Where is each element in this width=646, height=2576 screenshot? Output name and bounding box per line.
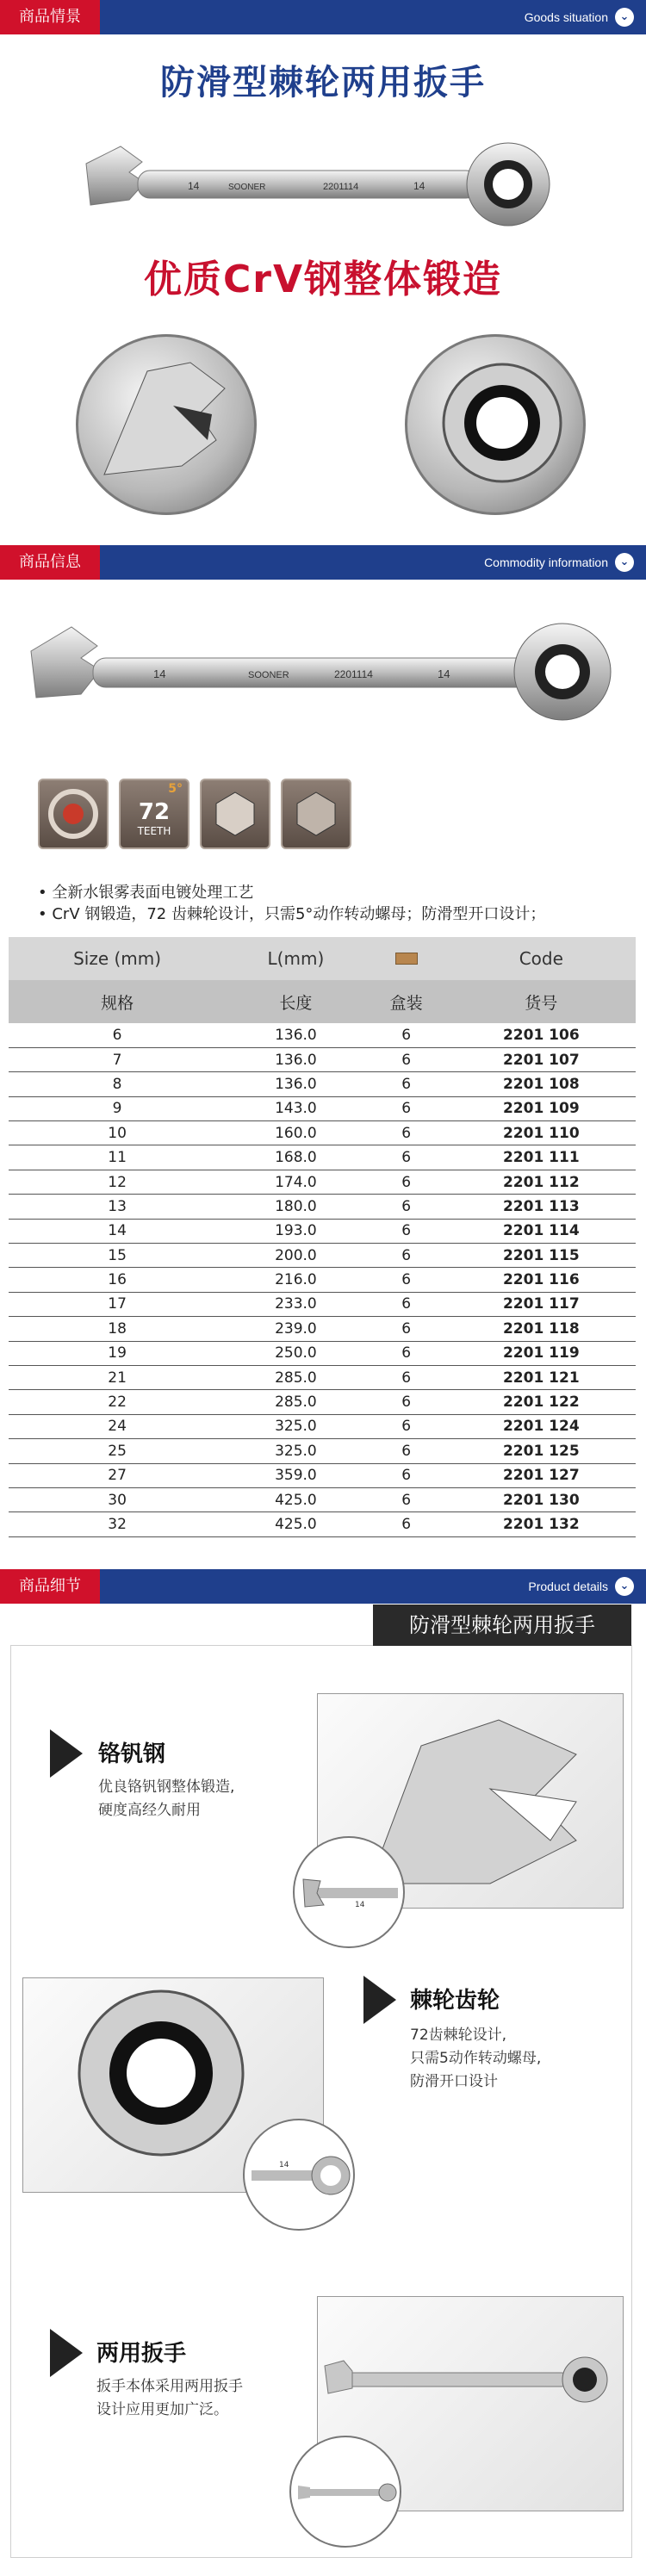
hero-title: 防滑型棘轮两用扳手 xyxy=(160,63,486,102)
code-cell: 2201 121 xyxy=(447,1365,636,1389)
code-cell: 2201 109 xyxy=(447,1096,636,1120)
box-qty-cell: 6 xyxy=(366,1512,447,1536)
length-cell: 325.0 xyxy=(226,1439,365,1463)
size-cell: 9 xyxy=(9,1096,226,1120)
length-cell: 325.0 xyxy=(226,1414,365,1438)
code-cell: 2201 132 xyxy=(447,1512,636,1536)
feature-title: 棘轮齿轮 xyxy=(410,1988,500,2014)
code-cell: 2201 114 xyxy=(447,1219,636,1243)
box-qty-cell: 6 xyxy=(366,1023,447,1047)
length-cell: 285.0 xyxy=(226,1365,365,1389)
length-cell: 359.0 xyxy=(226,1463,365,1487)
bullet-item: • CrV 钢锻造，72 齿棘轮设计，只需5°动作转动螺母；防滑型开口设计； xyxy=(38,903,545,925)
box-qty-cell: 6 xyxy=(366,1390,447,1414)
wrench-inset xyxy=(243,2119,355,2231)
box-qty-cell: 6 xyxy=(366,1341,447,1365)
box-qty-cell: 6 xyxy=(366,1072,447,1096)
code-cell: 2201 115 xyxy=(447,1244,636,1268)
box-icon xyxy=(366,937,447,980)
code-cell: 2201 108 xyxy=(447,1072,636,1096)
wrench-inset xyxy=(293,1836,405,1948)
box-qty-cell: 6 xyxy=(366,1463,447,1487)
length-cell: 193.0 xyxy=(226,1219,365,1243)
length-cell: 285.0 xyxy=(226,1390,365,1414)
section-en-label: Commodity information xyxy=(484,556,608,569)
table-row xyxy=(9,1268,636,1292)
section-bar-details xyxy=(0,1569,646,1604)
size-cell: 22 xyxy=(9,1390,226,1414)
triangle-marker-icon xyxy=(50,1729,83,1778)
col-size: Size (mm) xyxy=(9,937,226,980)
code-cell: 2201 113 xyxy=(447,1195,636,1219)
code-cell: 2201 116 xyxy=(447,1268,636,1292)
table-header-en xyxy=(9,937,636,980)
table-row xyxy=(9,1145,636,1170)
table-row xyxy=(9,1170,636,1194)
length-cell: 216.0 xyxy=(226,1268,365,1292)
wrench-brand: SOONER xyxy=(248,670,289,680)
feature-title: 两用扳手 xyxy=(96,2341,187,2367)
feature-desc: 优良铬钒钢整体锻造, 硬度高经久耐用 xyxy=(98,1778,235,1819)
wrench-size-left: 14 xyxy=(188,180,200,192)
size-cell: 7 xyxy=(9,1047,226,1071)
box-qty-cell: 6 xyxy=(366,1195,447,1219)
table-row xyxy=(9,1047,636,1071)
table-row xyxy=(9,1463,636,1487)
section-en-label: Product details xyxy=(528,1580,608,1593)
wrench-image-large xyxy=(24,618,627,730)
72-teeth-icon xyxy=(119,779,189,849)
chevron-down-icon[interactable]: ⌄ xyxy=(615,8,634,27)
length-cell: 239.0 xyxy=(226,1317,365,1341)
col-box-cn: 盒装 xyxy=(366,980,447,1023)
degree-label: 5° xyxy=(168,782,183,796)
length-cell: 425.0 xyxy=(226,1487,365,1511)
hero-subtitle: 优质CrV钢整体锻造 xyxy=(143,258,503,301)
length-cell: 174.0 xyxy=(226,1170,365,1194)
size-cell: 25 xyxy=(9,1439,226,1463)
size-cell: 13 xyxy=(9,1195,226,1219)
wrench-brand: SOONER xyxy=(228,183,266,192)
code-cell: 2201 106 xyxy=(447,1023,636,1047)
wrench-code: 2201114 xyxy=(323,182,359,192)
box-qty-cell: 6 xyxy=(366,1145,447,1170)
wrench-inset xyxy=(289,2436,401,2548)
conventional-hex-icon xyxy=(281,779,351,849)
wrench-code: 2201114 xyxy=(334,668,373,680)
svg-text:14: 14 xyxy=(279,2161,289,2169)
chevron-down-icon[interactable]: ⌄ xyxy=(615,553,634,572)
size-cell: 14 xyxy=(9,1219,226,1243)
size-cell: 12 xyxy=(9,1170,226,1194)
col-length-cn: 长度 xyxy=(226,980,365,1023)
detail-panel-title: 防滑型棘轮两用扳手 xyxy=(373,1605,631,1646)
feature-desc: 扳手本体采用两用扳手 设计应用更加广泛。 xyxy=(96,2378,243,2418)
length-cell: 143.0 xyxy=(226,1096,365,1120)
teeth-count: 72 xyxy=(138,799,171,825)
spec-table xyxy=(9,937,636,1537)
code-cell: 2201 124 xyxy=(447,1414,636,1438)
length-cell: 136.0 xyxy=(226,1072,365,1096)
anti-slip-hex-icon xyxy=(200,779,270,849)
box-qty-cell: 6 xyxy=(366,1047,447,1071)
section-tag: 商品细节 xyxy=(0,1569,100,1604)
table-row xyxy=(9,1365,636,1389)
col-code-cn: 货号 xyxy=(447,980,636,1023)
code-cell: 2201 118 xyxy=(447,1317,636,1341)
length-cell: 250.0 xyxy=(226,1341,365,1365)
box-qty-cell: 6 xyxy=(366,1219,447,1243)
box-qty-cell: 6 xyxy=(366,1365,447,1389)
length-cell: 180.0 xyxy=(226,1195,365,1219)
table-row xyxy=(9,1341,636,1365)
teeth-label: TEETH xyxy=(137,825,171,837)
feature-bullets xyxy=(38,882,545,925)
box-qty-cell: 6 xyxy=(366,1121,447,1145)
ring-end-closeup xyxy=(405,334,586,515)
wrench-size-right: 14 xyxy=(438,667,450,680)
turn-icon xyxy=(38,779,109,849)
feature-desc: 72齿棘轮设计, 只需5动作转动螺母, 防滑开口设计 xyxy=(410,2027,542,2090)
table-row xyxy=(9,1390,636,1414)
code-cell: 2201 117 xyxy=(447,1292,636,1316)
length-cell: 136.0 xyxy=(226,1023,365,1047)
section-tag: 商品信息 xyxy=(0,545,100,580)
code-cell: 2201 130 xyxy=(447,1487,636,1511)
table-row xyxy=(9,1439,636,1463)
code-cell: 2201 125 xyxy=(447,1439,636,1463)
col-code: Code xyxy=(447,937,636,980)
box-qty-cell: 6 xyxy=(366,1292,447,1316)
table-row xyxy=(9,1244,636,1268)
section-bar-situation xyxy=(0,0,646,34)
length-cell: 233.0 xyxy=(226,1292,365,1316)
table-row xyxy=(9,1414,636,1438)
size-cell: 11 xyxy=(9,1145,226,1170)
table-row xyxy=(9,1512,636,1536)
table-row xyxy=(9,1023,636,1047)
box-qty-cell: 6 xyxy=(366,1096,447,1120)
wrench-size-right: 14 xyxy=(413,180,425,192)
size-cell: 17 xyxy=(9,1292,226,1316)
bullet-item: • 全新水银雾表面电镀处理工艺 xyxy=(38,882,545,903)
length-cell: 425.0 xyxy=(226,1512,365,1536)
wrench-size-left: 14 xyxy=(153,667,166,680)
box-qty-cell: 6 xyxy=(366,1414,447,1438)
wrench-image xyxy=(78,138,577,233)
svg-text:14: 14 xyxy=(355,1901,365,1909)
size-cell: 15 xyxy=(9,1244,226,1268)
col-size-cn: 规格 xyxy=(9,980,226,1023)
code-cell: 2201 112 xyxy=(447,1170,636,1194)
section-tag: 商品情景 xyxy=(0,0,100,34)
length-cell: 136.0 xyxy=(226,1047,365,1071)
table-row xyxy=(9,1195,636,1219)
box-qty-cell: 6 xyxy=(366,1244,447,1268)
chevron-down-icon[interactable]: ⌄ xyxy=(615,1577,634,1596)
size-cell: 21 xyxy=(9,1365,226,1389)
size-cell: 19 xyxy=(9,1341,226,1365)
length-cell: 168.0 xyxy=(226,1145,365,1170)
code-cell: 2201 107 xyxy=(447,1047,636,1071)
table-row xyxy=(9,1487,636,1511)
size-cell: 27 xyxy=(9,1463,226,1487)
code-cell: 2201 111 xyxy=(447,1145,636,1170)
table-row xyxy=(9,1121,636,1145)
triangle-marker-icon xyxy=(363,1976,396,2024)
table-row xyxy=(9,1317,636,1341)
box-qty-cell: 6 xyxy=(366,1317,447,1341)
table-row xyxy=(9,1219,636,1243)
code-cell: 2201 127 xyxy=(447,1463,636,1487)
size-cell: 18 xyxy=(9,1317,226,1341)
size-cell: 16 xyxy=(9,1268,226,1292)
table-row xyxy=(9,1292,636,1316)
size-cell: 24 xyxy=(9,1414,226,1438)
length-cell: 160.0 xyxy=(226,1121,365,1145)
section-bar-info xyxy=(0,545,646,580)
box-qty-cell: 6 xyxy=(366,1268,447,1292)
size-cell: 32 xyxy=(9,1512,226,1536)
size-cell: 6 xyxy=(9,1023,226,1047)
table-row xyxy=(9,1072,636,1096)
section-en-label: Goods situation xyxy=(524,10,608,24)
triangle-marker-icon xyxy=(50,2329,83,2377)
box-qty-cell: 6 xyxy=(366,1487,447,1511)
size-cell: 30 xyxy=(9,1487,226,1511)
col-length: L(mm) xyxy=(226,937,365,980)
box-qty-cell: 6 xyxy=(366,1439,447,1463)
table-body xyxy=(9,1023,636,1536)
box-qty-cell: 6 xyxy=(366,1170,447,1194)
feature-title: 铬钒钢 xyxy=(98,1741,166,1767)
code-cell: 2201 119 xyxy=(447,1341,636,1365)
code-cell: 2201 122 xyxy=(447,1390,636,1414)
size-cell: 8 xyxy=(9,1072,226,1096)
table-row xyxy=(9,1096,636,1120)
code-cell: 2201 110 xyxy=(447,1121,636,1145)
length-cell: 200.0 xyxy=(226,1244,365,1268)
size-cell: 10 xyxy=(9,1121,226,1145)
table-header-cn xyxy=(9,980,636,1023)
open-end-closeup xyxy=(76,334,257,515)
